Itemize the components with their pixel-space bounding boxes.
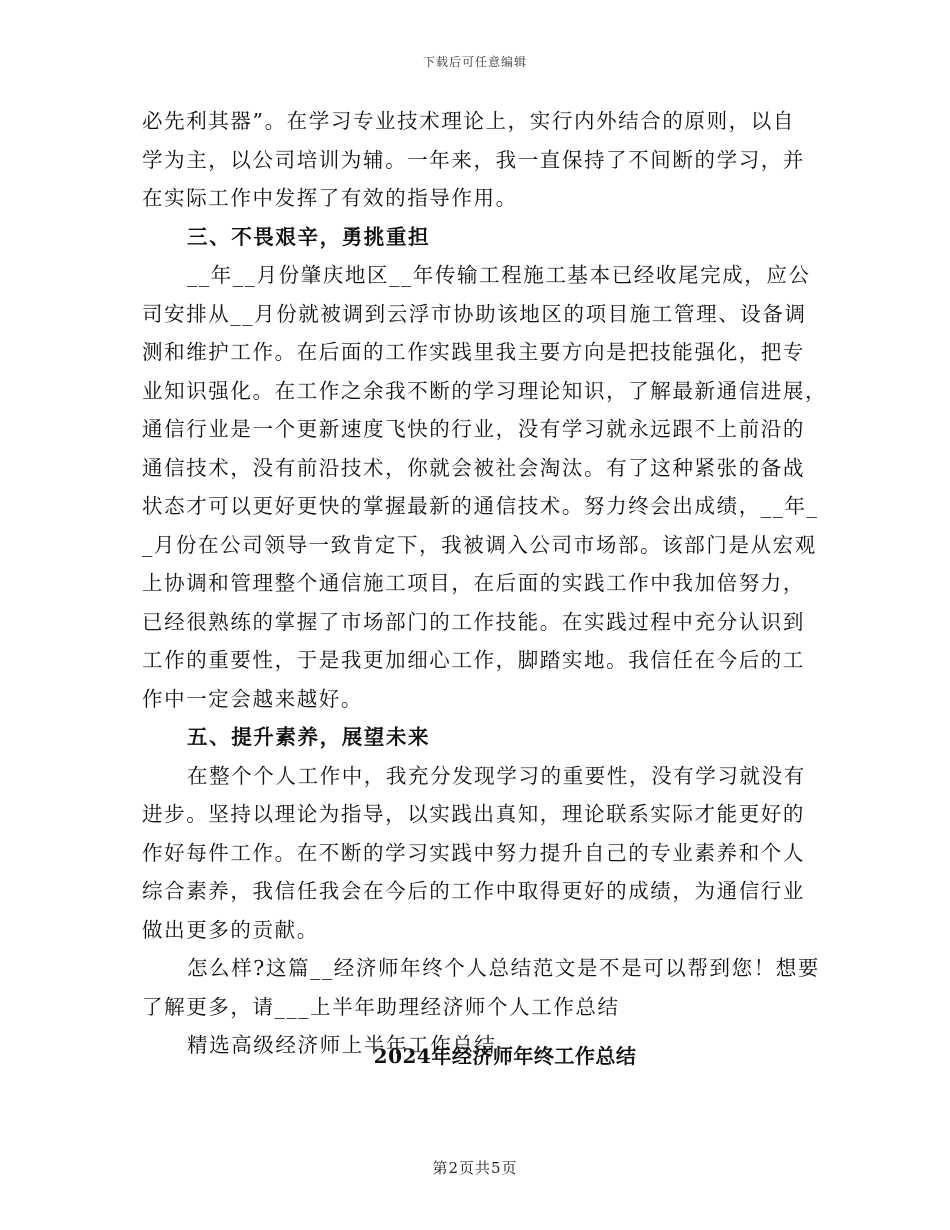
text-line: 上协调和管理整个通信施工项目，在后面的实践工作中我加倍努力， <box>142 571 805 595</box>
section-heading: 五、提升素养，展望未来 <box>187 725 431 749</box>
text-line: 司安排从__月份就被调到云浮市协助该地区的项目施工管理、设备调 <box>142 301 807 326</box>
page-header: 下载后可任意编辑 <box>422 55 527 69</box>
page-number: 第2页共5页 <box>432 1159 518 1177</box>
text-line: 进步。坚持以理论为指导，以实践出真知，理论联系实际才能更好的 <box>142 802 805 826</box>
text-line: _月份在公司领导一致肯定下，我被调入公司市场部。该部门是从宏观 <box>142 532 817 557</box>
text-line: 作好每件工作。在不断的学习实践中努力提升自己的专业素养和个人 <box>142 840 805 865</box>
text-line: 工作的重要性，于是我更加细心工作，脚踏实地。我信任在今后的工 <box>142 648 805 672</box>
text-line: 了解更多，请___上半年助理经济师个人工作总结 <box>142 994 620 1019</box>
text-line: 精选高级经济师上半年工作总结 <box>187 1033 497 1057</box>
text-line: 状态才可以更好更快的掌握最新的通信技术。努力终会出成绩，__年_ <box>142 494 819 518</box>
text-line: 在实际工作中发挥了有效的指导作用。 <box>142 186 518 210</box>
text-line: 在整个个人工作中，我充分发现学习的重要性，没有学习就没有 <box>187 763 806 788</box>
text-line: 必先利其器”。在学习专业技术理论上，实行内外结合的原则，以自 <box>142 109 795 133</box>
text-line: __年__月份肇庆地区__年传输工程施工基本已经收尾完成，应公 <box>187 263 811 287</box>
section-heading: 三、不畏艰辛，勇挑重担 <box>187 224 431 249</box>
text-line: 怎么样?这篇__经济师年终个人总结范文是不是可以帮到您！想要 <box>187 956 820 980</box>
text-line: 业知识强化。在工作之余我不断的学习理论知识，了解最新通信进展， <box>142 378 828 403</box>
text-line: 已经很熟练的掌握了市场部门的工作技能。在实践过程中充分认识到 <box>142 609 805 634</box>
text-line: 通信技术，没有前沿技术，你就会被社会淘汰。有了这种紧张的备战 <box>142 455 805 480</box>
text-line: 测和维护工作。在后面的工作实践里我主要方向是把技能强化，把专 <box>142 340 805 364</box>
text-line: 综合素养，我信任我会在今后的工作中取得更好的成绩，为通信行业 <box>142 879 805 903</box>
text-line: 学为主，以公司培训为辅。一年来，我一直保持了不间断的学习，并 <box>142 147 805 172</box>
text-line: 通信行业是一个更新速度飞快的行业，没有学习就永远跟不上前沿的 <box>142 417 805 441</box>
text-line: 做出更多的贡献。 <box>142 917 319 942</box>
document-title: 2024年经济师年终工作总结 <box>373 1044 637 1068</box>
document-body <box>142 102 828 1065</box>
text-line: 作中一定会越来越好。 <box>142 686 363 711</box>
